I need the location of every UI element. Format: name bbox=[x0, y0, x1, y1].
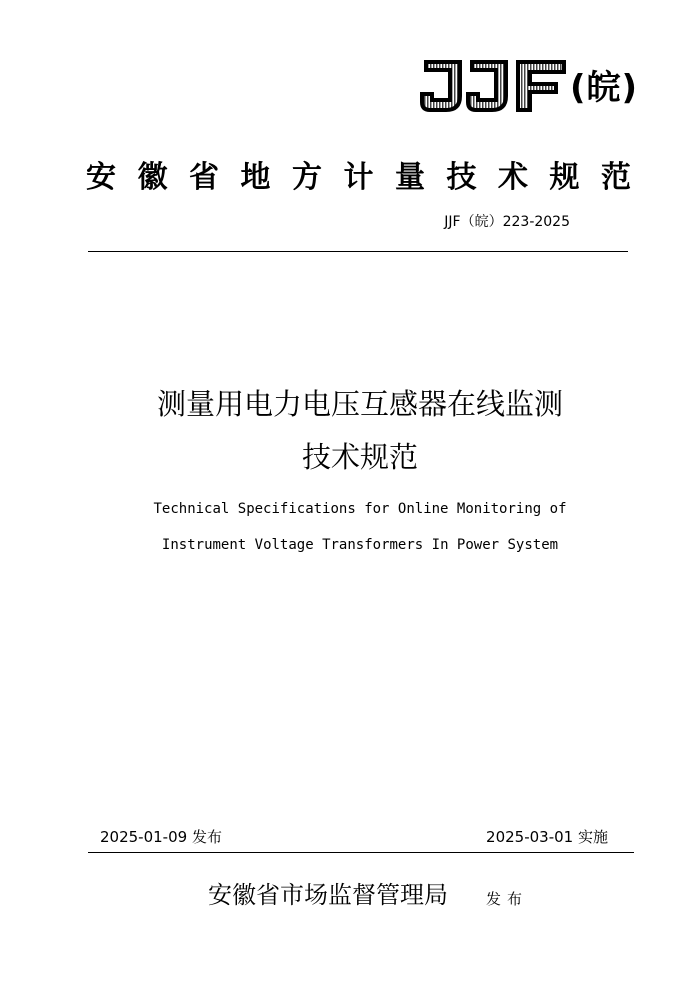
spec-title-char: 规 bbox=[549, 160, 580, 195]
logo-letter-f bbox=[516, 60, 566, 112]
english-title-line-1: Technical Specifications for Online Monitoring of bbox=[153, 501, 567, 517]
document-code: JJF（皖）223-2025 bbox=[444, 214, 570, 230]
issue-date: 2025-01-09 发布 bbox=[100, 828, 222, 846]
logo-suffix: (皖) bbox=[570, 68, 639, 108]
spec-title-char: 量 bbox=[395, 160, 425, 195]
chinese-title-line-1: 测量用电力电压互感器在线监测 bbox=[156, 387, 563, 421]
jjf-logo-mark bbox=[418, 52, 568, 118]
jjf-logo bbox=[418, 52, 648, 122]
spec-title-char: 方 bbox=[292, 160, 322, 195]
bottom-divider bbox=[88, 852, 634, 853]
implementation-date: 2025-03-01 实施 bbox=[486, 828, 608, 846]
spec-title-char: 地 bbox=[240, 160, 271, 195]
spec-title-char: 术 bbox=[498, 160, 528, 195]
spec-series-title bbox=[86, 150, 631, 198]
spec-title-char: 徽 bbox=[137, 160, 168, 195]
publish-label: 发布 bbox=[486, 890, 529, 908]
top-divider bbox=[88, 251, 628, 252]
issuing-authority: 安徽省市场监督管理局 bbox=[208, 881, 448, 909]
spec-title-char: 安 bbox=[86, 160, 116, 195]
spec-title-char: 范 bbox=[601, 160, 631, 195]
spec-title-char: 省 bbox=[189, 160, 219, 195]
logo-letter-j2 bbox=[466, 60, 508, 112]
english-title-line-2: Instrument Voltage Transformers In Power System bbox=[161, 537, 559, 553]
spec-title-char: 计 bbox=[343, 160, 374, 195]
chinese-title-line-2: 技术规范 bbox=[301, 440, 418, 474]
logo-letter-j1 bbox=[420, 60, 462, 112]
spec-title-char: 技 bbox=[446, 160, 477, 195]
